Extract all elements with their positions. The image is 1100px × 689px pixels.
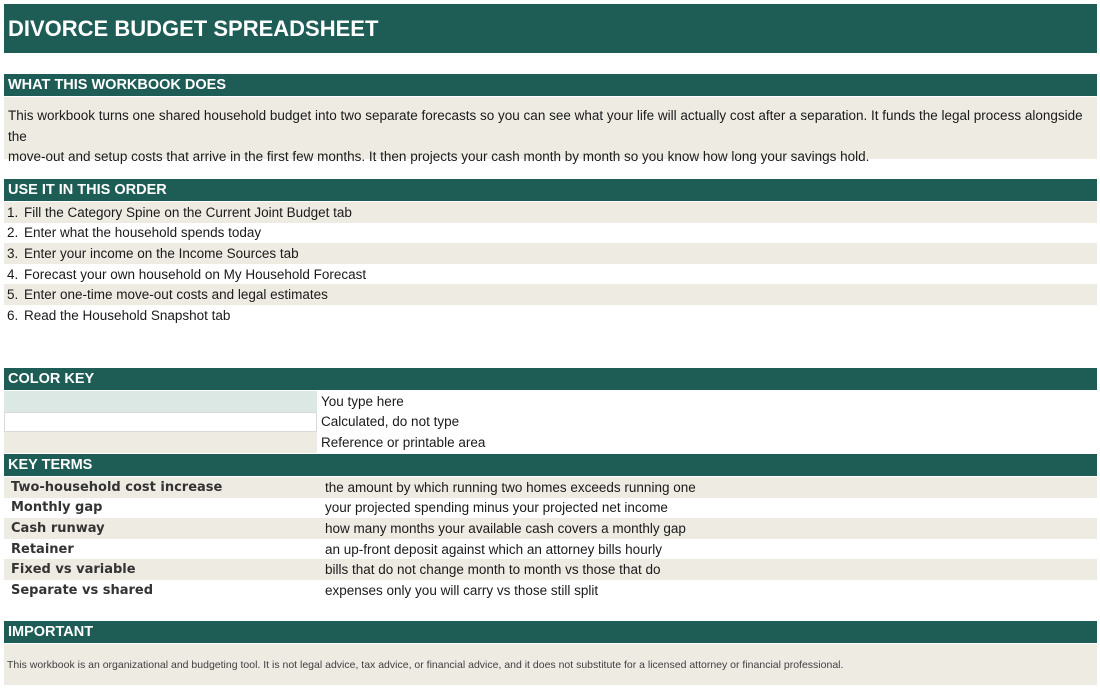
term-name: Cash runway: [11, 520, 105, 536]
color-key-label: Reference or printable area: [321, 434, 486, 450]
step-number: 1.: [7, 204, 19, 220]
sheet-title: DIVORCE BUDGET SPREADSHEET: [4, 4, 1097, 53]
step-row: [4, 264, 1097, 285]
input-color-swatch: [4, 391, 317, 412]
term-name: Separate vs shared: [11, 582, 154, 598]
step-text: Enter what the household spends today: [24, 225, 262, 241]
term-row: [4, 518, 1097, 539]
section-heading-what: WHAT THIS WORKBOOK DOES: [4, 74, 1097, 96]
color-key-label: Calculated, do not type: [321, 414, 460, 430]
step-row: [4, 223, 1097, 244]
calculated-color-swatch: [4, 412, 317, 433]
step-text: Enter one-time move-out costs and legal estimates: [24, 287, 328, 303]
step-number: 5.: [7, 287, 19, 303]
step-number: 4.: [7, 266, 19, 282]
step-number: 6.: [7, 307, 19, 323]
section-heading-order: USE IT IN THIS ORDER: [4, 179, 1097, 201]
step-text: Read the Household Snapshot tab: [24, 307, 231, 323]
section-heading-color-key: COLOR KEY: [4, 368, 1097, 390]
step-row: [4, 202, 1097, 223]
term-row: [4, 559, 1097, 580]
step-number: 2.: [7, 225, 19, 241]
term-name: Fixed vs variable: [11, 562, 136, 578]
disclaimer-text: This workbook is an organizational and budgeting tool. It is not legal advice, tax advice, or financial advice, and it does not substitute for a licensed attorney or financial professional.: [4, 644, 1097, 685]
section-heading-important: IMPORTANT: [4, 621, 1097, 643]
term-name: Retainer: [11, 541, 74, 557]
step-row: [4, 243, 1097, 264]
step-text: Fill the Category Spine on the Current Joint Budget tab: [24, 204, 352, 220]
term-name: Monthly gap: [11, 500, 103, 516]
step-text: Forecast your own household on My Household Forecast: [24, 266, 367, 282]
step-number: 3.: [7, 245, 19, 261]
term-row: [4, 580, 1097, 601]
term-row: [4, 477, 1097, 498]
step-text: Enter your income on the Income Sources tab: [24, 245, 299, 261]
intro-paragraph: [4, 97, 1097, 164]
section-heading-key-terms: KEY TERMS: [4, 454, 1097, 476]
term-name: Two-household cost increase: [11, 479, 223, 495]
step-row: [4, 305, 1097, 326]
color-key-label: You type here: [321, 393, 404, 409]
term-definition: bills that do not change month to month vs those that do: [325, 562, 661, 578]
term-definition: your projected spending minus your projected net income: [325, 500, 668, 516]
term-row: [4, 498, 1097, 519]
term-definition: how many months your available cash covers a monthly gap: [325, 520, 686, 536]
term-definition: an up-front deposit against which an attorney bills hourly: [325, 541, 662, 557]
intro-line-1: This workbook turns one shared household budget into two separate forecasts so you can see what your life will actually cost after a separation. It funds the legal process alongside the: [8, 108, 1083, 144]
intro-line-2: move-out and setup costs that arrive in the first few months. It then projects your cash month by month so you know how long your savings hold.: [8, 149, 870, 164]
term-definition: the amount by which running two homes exceeds running one: [325, 479, 696, 495]
reference-color-swatch: [4, 432, 317, 453]
step-row: [4, 284, 1097, 305]
term-definition: expenses only you will carry vs those still split: [325, 582, 599, 598]
term-row: [4, 539, 1097, 560]
